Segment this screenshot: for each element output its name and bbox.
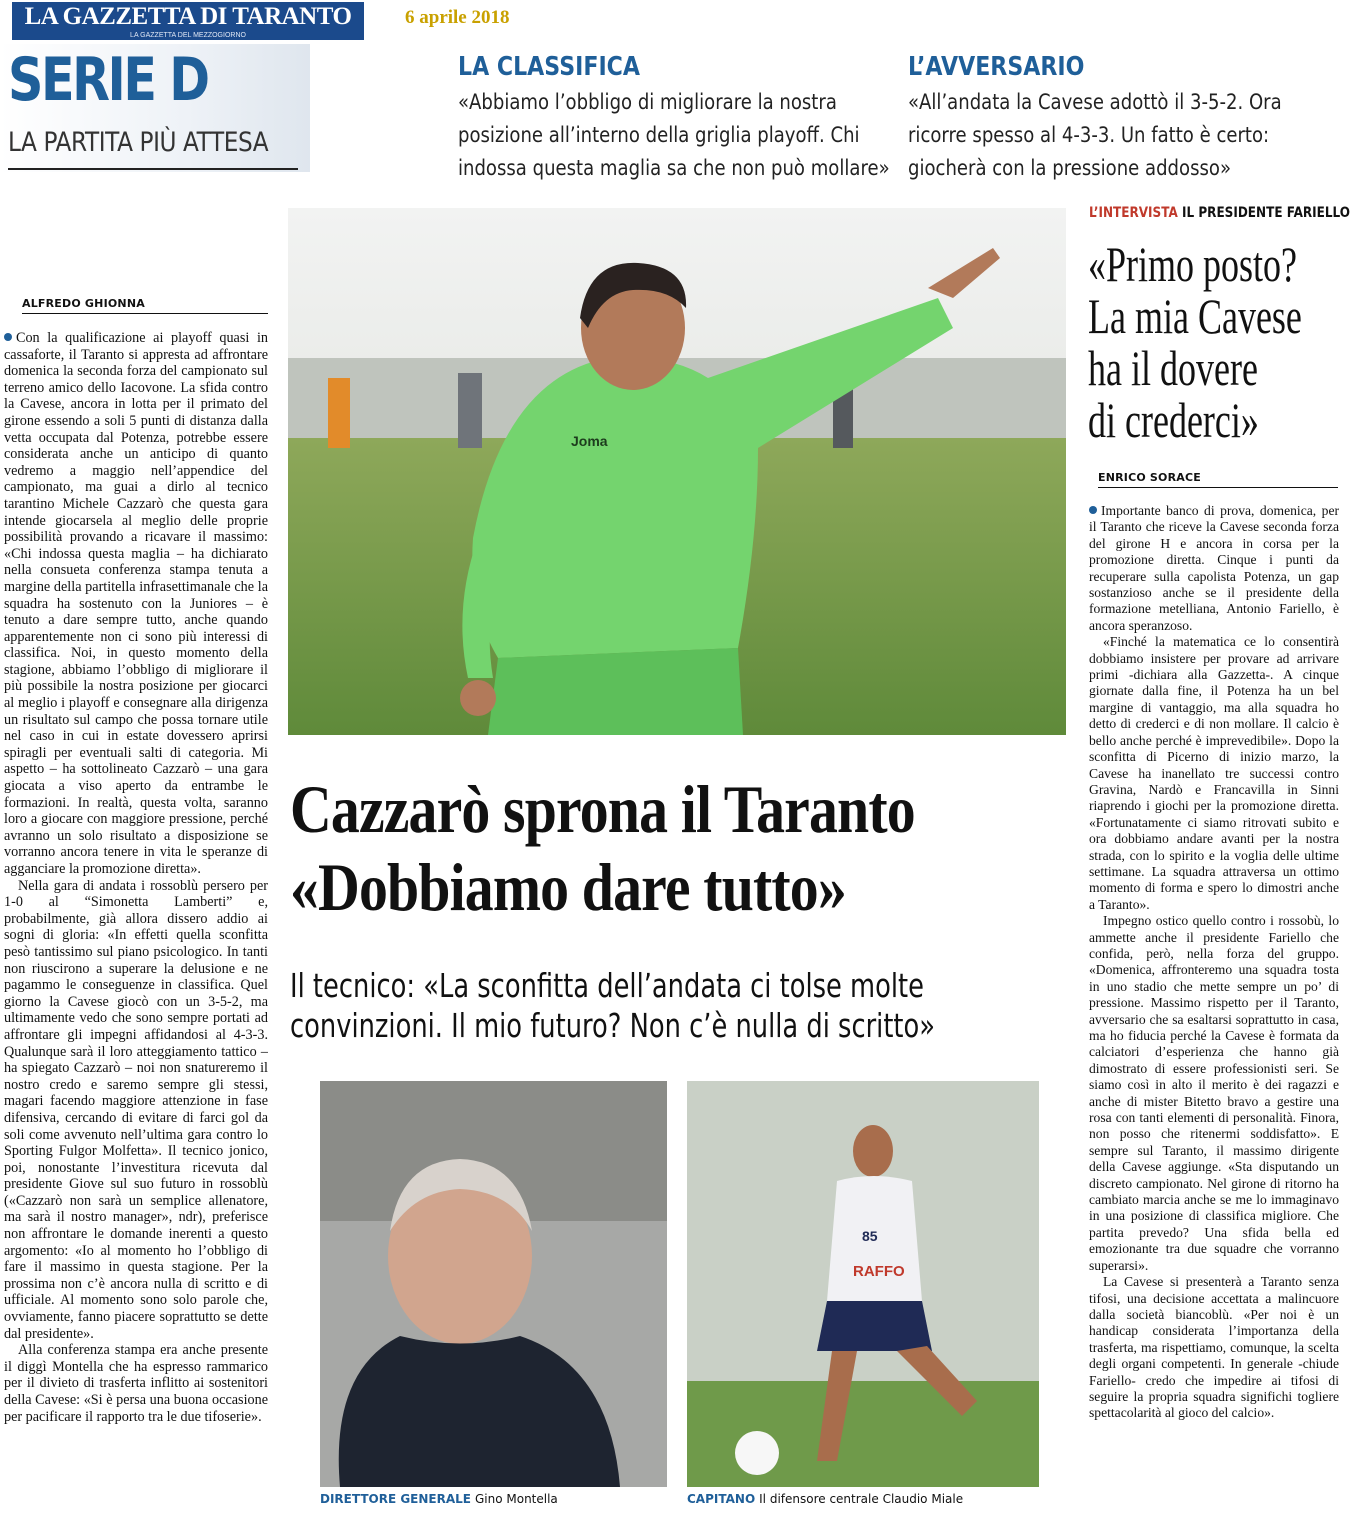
kicker-line: ricorre spesso al 4-3-3. Un fatto è certo: [908, 123, 1270, 147]
interview-title-line: «Primo posto? [1088, 236, 1298, 292]
montella-photo [320, 1081, 667, 1487]
caption-miale [687, 1492, 963, 1506]
article-headline [290, 770, 962, 926]
miale-photo [687, 1081, 1039, 1487]
masthead-title: LA GAZZETTA DI TARANTO [24, 3, 352, 30]
deck-line-1: Il tecnico: «La sconfitta dell’andata ci tolse molte [290, 966, 924, 1005]
kicker-line: «All’andata la Cavese adottò il 3-5-2. Ora [908, 90, 1282, 114]
kicker-line: «Abbiamo l’obbligo di migliorare la nostra [458, 90, 837, 114]
jersey-brand-text: Joma [571, 433, 608, 449]
kicker-avversario-quote [908, 86, 1282, 185]
interview-paragraph: Importante banco di prova, domenica, per il Taranto che riceve la Cavese seconda forza del girone H e ancora in corsa per la promozione diretta. Cinque i punti da recuperare sulla capolista Potenza, un gap sostanzioso anche se il presidente della formazione metelliana, Antonio Fariello, è ancora speranzoso. [1089, 503, 1339, 633]
kicker-line: giocherà con la pressione addosso» [908, 156, 1231, 180]
interview-paragraph: Impegno ostico quello contro i rossobù, lo ammette anche il presidente Fariello che confida, però, nella forza del gruppo. «Domenica, affronteremo una squadra tosta in uno stadio che mette sempre un po’ di pressione. Massimo rispetto per il Taranto, avversario che sa esaltarsi soprattutto in casa, ma ho fiducia perché la Cavese è formata da calciatori d’esperienza che hanno già dimostrato di essere professionisti seri. Se siamo così in alto il merito è dei ragazzi e anche di mister Bitetto bravo a gestire una rosa con tanti elementi di personalità. Finora, non posso che ritenermi soddisfatto». E sempre sul Taranto, il massimo dirigente della Cavese aggiunge. «Sta disputando un discreto campionato. Nel girone di ritorno ha cambiato marcia anche se me lo immaginavo in una posizione di classifica migliore. Che partita prevedo? Una sfida bella ed emozionante tra due squadre che vorranno superarsi». [1089, 913, 1339, 1273]
interview-title-line: di crederci» [1088, 392, 1259, 448]
main-photo [288, 208, 1066, 735]
montella-photo-illustration [320, 1081, 667, 1487]
interview-body [1089, 503, 1339, 1508]
byline-rule [22, 313, 268, 314]
deck-line-2: convinzioni. Il mio futuro? Non c’è nulla di scritto» [290, 1006, 936, 1045]
headline-line-1: Cazzarò sprona il Taranto [290, 771, 915, 847]
interview-title [1088, 238, 1302, 446]
byline-rule [1098, 487, 1338, 488]
article-byline: ALFREDO GHIONNA [22, 297, 145, 310]
caption-text: Il difensore centrale Claudio Miale [759, 1492, 964, 1506]
publication-date: 6 aprile 2018 [405, 7, 510, 28]
interview-paragraph: La Cavese si presenterà a Taranto senza tifosi, una decisione accettata a malincuore dalla società biancoblù. «Per noi è un handicap considerata l’importanza della trasferta, ma rispettiamo, comunque, la scelta degli organi competenti. In generale -chiude Fariello- credo che impedire ai tifosi di seguire la propria squadra significhi togliere spettacolarità al gioco del calcio». [1089, 1274, 1339, 1421]
caption-tag: DIRETTORE GENERALE [320, 1492, 471, 1506]
caption-text: Gino Montella [474, 1492, 558, 1506]
article-deck [290, 966, 936, 1046]
article-paragraph: Con la qualificazione ai playoff quasi in cassaforte, il Taranto si appresta ad affrontare domenica la seconda forza del campionato sul terreno amico dello Iacovone. La sfida contro la Cavese, ancora in lotta per il primato del girone essendo a soli 5 punti di distanza dalla vetta occupata dal Potenza, potrebbe essere considerata anche un anticipo di quanto vedremo a maggio nell’appendice del campionato, ma guai a dirlo al tecnico tarantino Michele Cazzarò che questa gara intende giocarsela al meglio delle proprie possibilità provando a ricavare il massimo: «Chi indossa questa maglia – ha dichiarato nella consueta conferenza stampa tenuta a margine della partitella infrasettimanale che la squadra ha sostenuto con la Juniores – è tenuto a dare sempre tutto, anche quando apparentemente non ci sono più interessi di classifica. Noi, in questo momento della stagione, abbiamo l’obbligo di migliorare il più possibile la nostra posizione per giocarci al meglio i playoff e consegnare alla dirigenza un risultato sul campo che possa tornare utile nel caso in cui in estate dovessero aprirsi spiragli per eventuali salti di categoria. Mi aspetto – ha sottolineato Cazzarò – una gara giocata a viso aperto da entrambe le formazioni. In realtà, questa volta, saranno loro a giocare con maggiore pressione, perché avranno un solo risultato a disposizione se vorranno ancora tenere in vita le speranze di agganciare la promozione diretta». [4, 330, 268, 877]
coach-photo-illustration [288, 208, 1066, 735]
kicker-classifica-quote [458, 86, 890, 185]
bullet-icon [1089, 506, 1097, 514]
kicker-line: posizione all’interno della griglia playoff. Chi [458, 123, 860, 147]
shirt-number: 85 [862, 1228, 878, 1244]
sponsor-text: RAFFO [853, 1263, 905, 1280]
main-article-body [4, 330, 268, 1510]
article-paragraph: Nella gara di andata i rossoblù persero per 1-0 al “Simonetta Lamberti” e, probabilmente, già allora dissero addio ai sogni di gloria: «In effetti quella sconfitta pesò tantissimo sul piano psicologico. In tanti non riuscirono a superare la delusione e ne pagammo le conseguenze in classifica. Quel giorno la Cavese giocò con un 3-5-2, ma ultimamente vedo che sono sempre portati ad affrontare gli impegni affidandosi al 4-3-3. Qualunque sarà il loro atteggiamento tattico – ha spiegato Cazzarò – noi non snatureremo il nostro credo e saremo sempre gli stessi, magari facendo maggiore attenzione in fase difensiva, cercando di evitare di farci gol da soli come avvenuto nell’ultima gara contro lo Sporting Fulgor Molfetta». Il tecnico jonico, poi, nonostante l’investitura ricevuta dal presidente Giove sul suo futuro in rossoblù («Cazzarò non sarà un semplice allenatore, ma sarà il nostro manager», ndr), preferisce non affrontare le domande inerenti a questo argomento: «Io al momento ho l’obbligo di fare il massimo in questa stagione. Per la prossima non c’è ancora nulla di scritto e di ufficiale. Al momento sono solo parole che, ovviamente, fanno piacere soprattutto se dette dal presidente». [4, 877, 268, 1342]
kicker-classifica-title: LA CLASSIFICA [458, 52, 640, 82]
interview-title-line: La mia Cavese [1088, 288, 1302, 344]
headline-line-2: «Dobbiamo dare tutto» [290, 849, 846, 925]
section-subtitle: LA PARTITA PIÙ ATTESA [8, 127, 269, 158]
section-title: SERIE D [8, 45, 208, 115]
interview-title-line: ha il dovere [1088, 340, 1258, 396]
miale-photo-illustration [687, 1081, 1039, 1487]
kicker-line: indossa questa maglia sa che non può mollare» [458, 156, 890, 180]
caption-montella [320, 1492, 558, 1506]
section-rule [8, 168, 298, 170]
interview-paragraph: «Finché la matematica ce lo consentirà dobbiamo insistere per provare ad arrivare primi -dichiara alla Gazzetta-. A cinque giornate dalla fine, il Potenza ha un bel margine di vantaggio, ma alla squadra ho detto di crederci e di non mollare. Il calcio è bello anche perché è imprevedibile». Dopo la sconfitta di Picerno di inizio marzo, la Cavese ha inanellato tre successi contro Gravina, Nardò e Francavilla in Sinni riaprendo i giochi per la promozione diretta. «Fortunatamente ci siamo ritrovati subito e ora dobbiamo andare avanti per la nostra strada, con lo spirito e la voglia delle ultime settimane. La squadra attraversa un ottimo momento di forma e spero lo dimostri anche a Taranto». [1089, 634, 1339, 912]
interview-kicker-label: L’INTERVISTA [1089, 205, 1178, 221]
interview-kicker [1089, 205, 1350, 221]
newspaper-masthead [12, 2, 364, 40]
kicker-avversario-title: L’AVVERSARIO [908, 52, 1085, 82]
masthead-subline: LA GAZZETTA DEL MEZZOGIORNO [130, 32, 246, 39]
interview-byline: ENRICO SORACE [1098, 471, 1201, 484]
article-paragraph: Alla conferenza stampa era anche presente il diggì Montella che ha espresso rammarico per il divieto di trasferta inflitto ai sostenitori della Cavese: «Si è persa una buona occasione per pacificare il rapporto tra le due tifoserie». [4, 1342, 268, 1425]
bullet-icon [4, 333, 12, 341]
caption-tag: CAPITANO [687, 1492, 756, 1506]
interview-kicker-subject: IL PRESIDENTE FARIELLO [1182, 205, 1350, 221]
